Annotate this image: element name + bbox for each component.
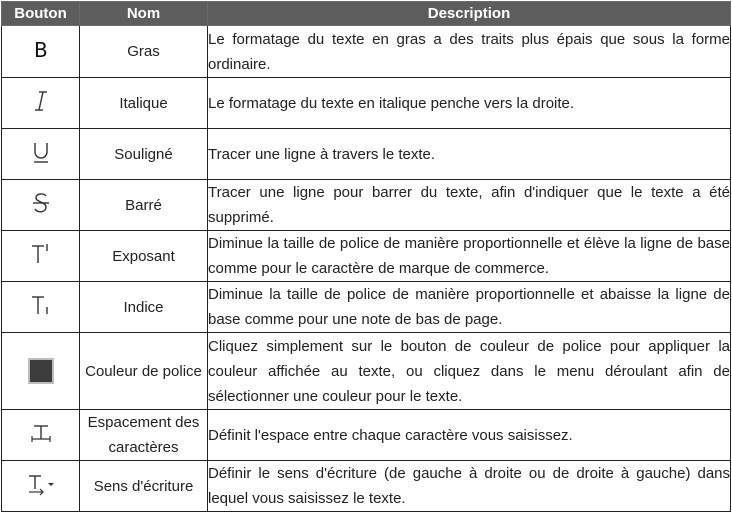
- formatting-table: [1, 1, 731, 512]
- icon-cell: [2, 129, 80, 180]
- superscript-icon: [30, 242, 52, 270]
- desc-cell: Diminue la taille de police de manière proportionnelle et abaisse la ligne de base comme pour une note de bas de page.: [208, 282, 731, 333]
- table-row: [2, 333, 731, 410]
- bold-icon: [31, 38, 51, 66]
- icon-cell: [2, 461, 80, 512]
- table-row: [2, 26, 731, 78]
- desc-cell: Le formatage du texte en gras a des traits plus épais que sous la forme ordinaire.: [208, 26, 731, 78]
- desc-cell: Cliquez simplement sur le bouton de couleur de police pour appliquer la couleur affichée au texte, ou cliquez dans le menu déroulant afin de sélectionner une couleur pour le texte.: [208, 333, 731, 410]
- name-cell: Indice: [80, 282, 208, 333]
- icon-cell: [2, 78, 80, 129]
- text-direction-icon: [26, 472, 56, 500]
- header-description: Description: [208, 2, 731, 26]
- italic-icon: [31, 89, 51, 117]
- font-color-icon: [28, 358, 54, 384]
- header-nom: Nom: [80, 2, 208, 26]
- icon-cell: [2, 333, 80, 410]
- character-spacing-icon: [30, 421, 52, 449]
- strikethrough-icon: [31, 191, 51, 219]
- table-row: [2, 78, 731, 129]
- name-cell: Italique: [80, 78, 208, 129]
- header-bouton: Bouton: [2, 2, 80, 26]
- name-cell: Couleur de police: [80, 333, 208, 410]
- desc-cell: Tracer une ligne pour barrer du texte, afin d'indiquer que le texte a été supprimé.: [208, 180, 731, 231]
- table-row: [2, 461, 731, 512]
- subscript-icon: [30, 293, 52, 321]
- desc-cell: Diminue la taille de police de manière proportionnelle et élève la ligne de base comme pour le caractère de marque de commerce.: [208, 231, 731, 282]
- icon-cell: [2, 410, 80, 461]
- table-row: [2, 231, 731, 282]
- name-cell: Exposant: [80, 231, 208, 282]
- table-row: [2, 129, 731, 180]
- icon-cell: [2, 282, 80, 333]
- desc-cell: Définit l'espace entre chaque caractère vous saisissez.: [208, 410, 731, 461]
- name-cell: Barré: [80, 180, 208, 231]
- name-cell: Espacement des caractères: [80, 410, 208, 461]
- underline-icon: [31, 140, 51, 168]
- table-row: [2, 180, 731, 231]
- icon-cell: [2, 26, 80, 78]
- svg-text:B: B: [33, 37, 48, 62]
- desc-cell: Le formatage du texte en italique penche vers la droite.: [208, 78, 731, 129]
- name-cell: Gras: [80, 26, 208, 78]
- desc-cell: Tracer une ligne à travers le texte.: [208, 129, 731, 180]
- icon-cell: [2, 231, 80, 282]
- desc-cell: Définir le sens d'écriture (de gauche à droite ou de droite à gauche) dans lequel vous saisissez le texte.: [208, 461, 731, 512]
- table-row: [2, 282, 731, 333]
- icon-cell: [2, 180, 80, 231]
- name-cell: Souligné: [80, 129, 208, 180]
- table-header-row: [2, 2, 731, 26]
- name-cell: Sens d'écriture: [80, 461, 208, 512]
- table-row: [2, 410, 731, 461]
